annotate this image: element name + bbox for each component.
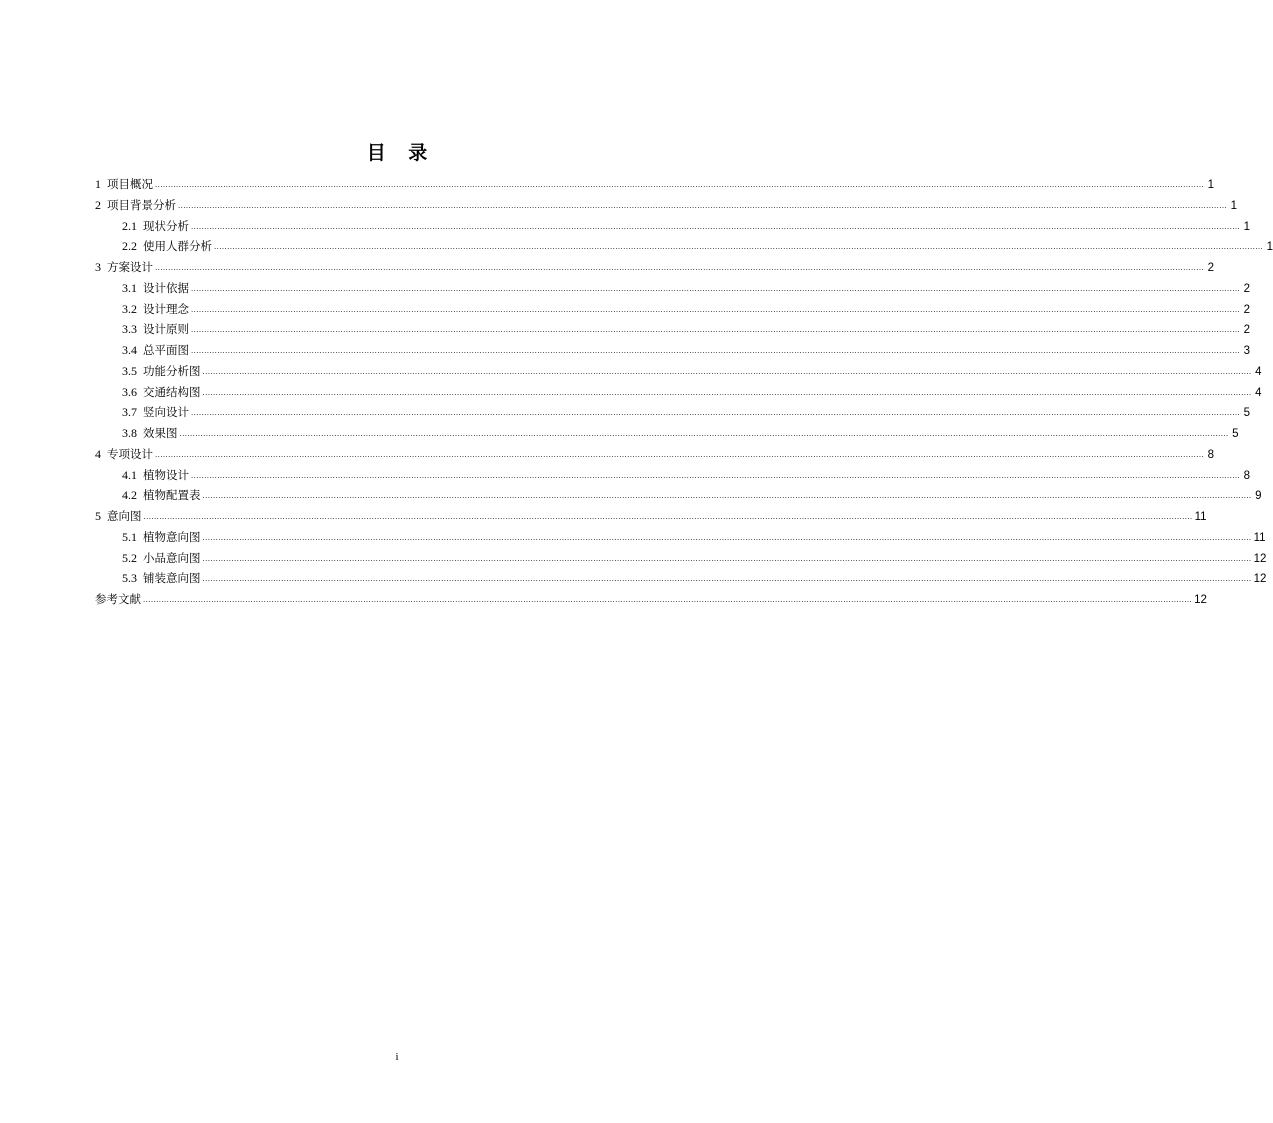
toc-entry-number: 4	[95, 446, 101, 461]
toc-entry[interactable]	[95, 402, 1251, 423]
toc-entry-title: 设计理念	[143, 301, 189, 316]
toc-entry-title: 现状分析	[143, 218, 189, 233]
toc-entry[interactable]	[95, 299, 1251, 320]
toc-entry-title: 专项设计	[107, 446, 153, 461]
toc-entry-title: 意向图	[107, 509, 142, 523]
toc-entry-page: 8	[1207, 448, 1215, 461]
toc-entry-page: 1	[1230, 199, 1238, 212]
toc-entry-title: 植物设计	[143, 467, 189, 482]
table-of-contents	[95, 174, 1273, 610]
toc-dot-leader: ................................................................................................................................................................................................................................................................................................................................................................................................................	[202, 553, 1252, 563]
toc-entry-page: 2	[1243, 282, 1251, 295]
toc-entry-number: 2.1	[122, 218, 137, 233]
toc-entry-title: 效果图	[143, 426, 178, 440]
toc-entry-page: 11	[1194, 511, 1207, 523]
toc-entry-number: 1	[95, 177, 101, 191]
toc-entry-title: 设计依据	[143, 280, 189, 295]
toc-entry-page: 2	[1207, 262, 1215, 274]
toc-entry-number: 5.1	[122, 529, 137, 544]
toc-entry-page: 5	[1232, 428, 1239, 440]
toc-dot-leader: ................................................................................................................................................................................................................................................................................................................................................................................................................	[202, 574, 1252, 584]
toc-entry-number: 3.4	[122, 343, 137, 357]
toc-entry-number: 4.1	[122, 467, 137, 482]
toc-entry[interactable]	[95, 527, 1266, 548]
toc-entry[interactable]	[95, 568, 1267, 589]
toc-entry-title: 参考文献	[95, 592, 141, 606]
toc-entry[interactable]	[95, 465, 1251, 486]
toc-entry[interactable]	[95, 278, 1251, 299]
toc-entry[interactable]	[95, 174, 1215, 195]
toc-dot-leader: ................................................................................................................................................................................................................................................................................................................................................................................................................	[202, 366, 1252, 376]
toc-entry[interactable]	[95, 589, 1207, 610]
toc-entry[interactable]	[95, 257, 1215, 278]
toc-entry[interactable]	[95, 216, 1251, 237]
toc-entry-title: 竖向设计	[143, 405, 189, 420]
toc-dot-leader: ................................................................................................................................................................................................................................................................................................................................................................................................................	[191, 304, 1241, 314]
toc-dot-leader: ................................................................................................................................................................................................................................................................................................................................................................................................................	[155, 263, 1205, 272]
toc-dot-leader: ................................................................................................................................................................................................................................................................................................................................................................................................................	[202, 532, 1252, 542]
toc-entry-page: 12	[1253, 573, 1267, 586]
toc-entry-number: 2	[95, 197, 101, 212]
toc-entry[interactable]	[95, 195, 1238, 216]
toc-entry-number: 3.2	[122, 301, 137, 316]
toc-dot-leader: ................................................................................................................................................................................................................................................................................................................................................................................................................	[202, 491, 1252, 501]
toc-entry-number: 5.2	[122, 550, 137, 565]
toc-entry-title: 项目概况	[107, 177, 153, 191]
toc-dot-leader: ................................................................................................................................................................................................................................................................................................................................................................................................................	[178, 200, 1228, 210]
toc-dot-leader: ................................................................................................................................................................................................................................................................................................................................................................................................................	[191, 325, 1241, 335]
toc-entry-number: 4.2	[122, 488, 137, 503]
toc-entry-page: 1	[1207, 179, 1215, 191]
toc-entry-title: 铺装意向图	[143, 571, 201, 586]
toc-entry-number: 5.3	[122, 571, 137, 586]
toc-entry-title: 植物配置表	[143, 488, 201, 503]
toc-entry[interactable]	[95, 506, 1207, 527]
toc-entry-page: 2	[1243, 303, 1251, 316]
toc-entry-page: 1	[1243, 220, 1251, 233]
toc-entry-title: 方案设计	[107, 260, 153, 274]
toc-entry-page: 9	[1255, 490, 1262, 503]
toc-entry[interactable]	[95, 548, 1267, 569]
toc-dot-leader: ................................................................................................................................................................................................................................................................................................................................................................................................................	[191, 408, 1241, 418]
toc-entry-page: 12	[1253, 552, 1267, 565]
toc-entry-title: 植物意向图	[143, 529, 201, 544]
toc-entry-number: 3.3	[122, 322, 137, 337]
page-number: i	[395, 1051, 399, 1063]
page-title: 目 录	[366, 142, 436, 164]
toc-entry-number: 5	[95, 509, 101, 523]
toc-dot-leader: ................................................................................................................................................................................................................................................................................................................................................................................................................	[202, 387, 1252, 397]
toc-dot-leader: ................................................................................................................................................................................................................................................................................................................................................................................................................	[143, 512, 1193, 521]
toc-entry[interactable]	[95, 236, 1273, 257]
toc-entry-title: 设计原则	[143, 322, 189, 337]
toc-entry-title: 交通结构图	[143, 384, 201, 399]
toc-entry[interactable]	[95, 444, 1215, 465]
toc-entry-page: 3	[1243, 345, 1251, 357]
toc-entry-title: 小品意向图	[143, 550, 201, 565]
toc-entry-title: 功能分析图	[143, 363, 201, 378]
toc-entry-number: 3	[95, 260, 101, 274]
toc-entry[interactable]	[95, 361, 1262, 382]
toc-entry[interactable]	[95, 319, 1251, 340]
toc-entry-page: 11	[1253, 531, 1266, 544]
toc-entry-page: 8	[1243, 469, 1251, 482]
toc-entry-title: 总平面图	[143, 343, 189, 357]
toc-entry-number: 3.5	[122, 363, 137, 378]
toc-entry-page: 5	[1243, 407, 1251, 420]
toc-entry-page: 4	[1255, 386, 1262, 399]
toc-dot-leader: ................................................................................................................................................................................................................................................................................................................................................................................................................	[155, 449, 1205, 459]
toc-dot-leader: ................................................................................................................................................................................................................................................................................................................................................................................................................	[179, 429, 1229, 438]
toc-entry-page: 12	[1194, 594, 1207, 606]
toc-dot-leader: ................................................................................................................................................................................................................................................................................................................................................................................................................	[191, 346, 1241, 355]
toc-dot-leader: ................................................................................................................................................................................................................................................................................................................................................................................................................	[191, 221, 1241, 231]
toc-entry-title: 项目背景分析	[107, 197, 176, 212]
toc-dot-leader: ................................................................................................................................................................................................................................................................................................................................................................................................................	[143, 595, 1193, 604]
toc-entry-number: 3.1	[122, 280, 137, 295]
toc-entry[interactable]	[95, 382, 1262, 403]
toc-entry-number: 3.7	[122, 405, 137, 420]
toc-entry-number: 3.8	[122, 426, 137, 440]
toc-entry[interactable]	[95, 485, 1262, 506]
toc-entry[interactable]	[95, 340, 1251, 361]
toc-entry[interactable]	[95, 423, 1239, 444]
toc-entry-number: 2.2	[122, 239, 137, 254]
toc-dot-leader: ................................................................................................................................................................................................................................................................................................................................................................................................................	[191, 283, 1241, 293]
toc-dot-leader: ................................................................................................................................................................................................................................................................................................................................................................................................................	[191, 470, 1241, 480]
toc-dot-leader: ................................................................................................................................................................................................................................................................................................................................................................................................................	[155, 180, 1205, 189]
toc-entry-page: 4	[1255, 365, 1262, 378]
toc-dot-leader: ................................................................................................................................................................................................................................................................................................................................................................................................................	[214, 242, 1264, 252]
toc-entry-title: 使用人群分析	[143, 239, 212, 254]
toc-entry-page: 1	[1266, 241, 1273, 254]
toc-entry-number: 3.6	[122, 384, 137, 399]
toc-entry-page: 2	[1243, 324, 1251, 337]
